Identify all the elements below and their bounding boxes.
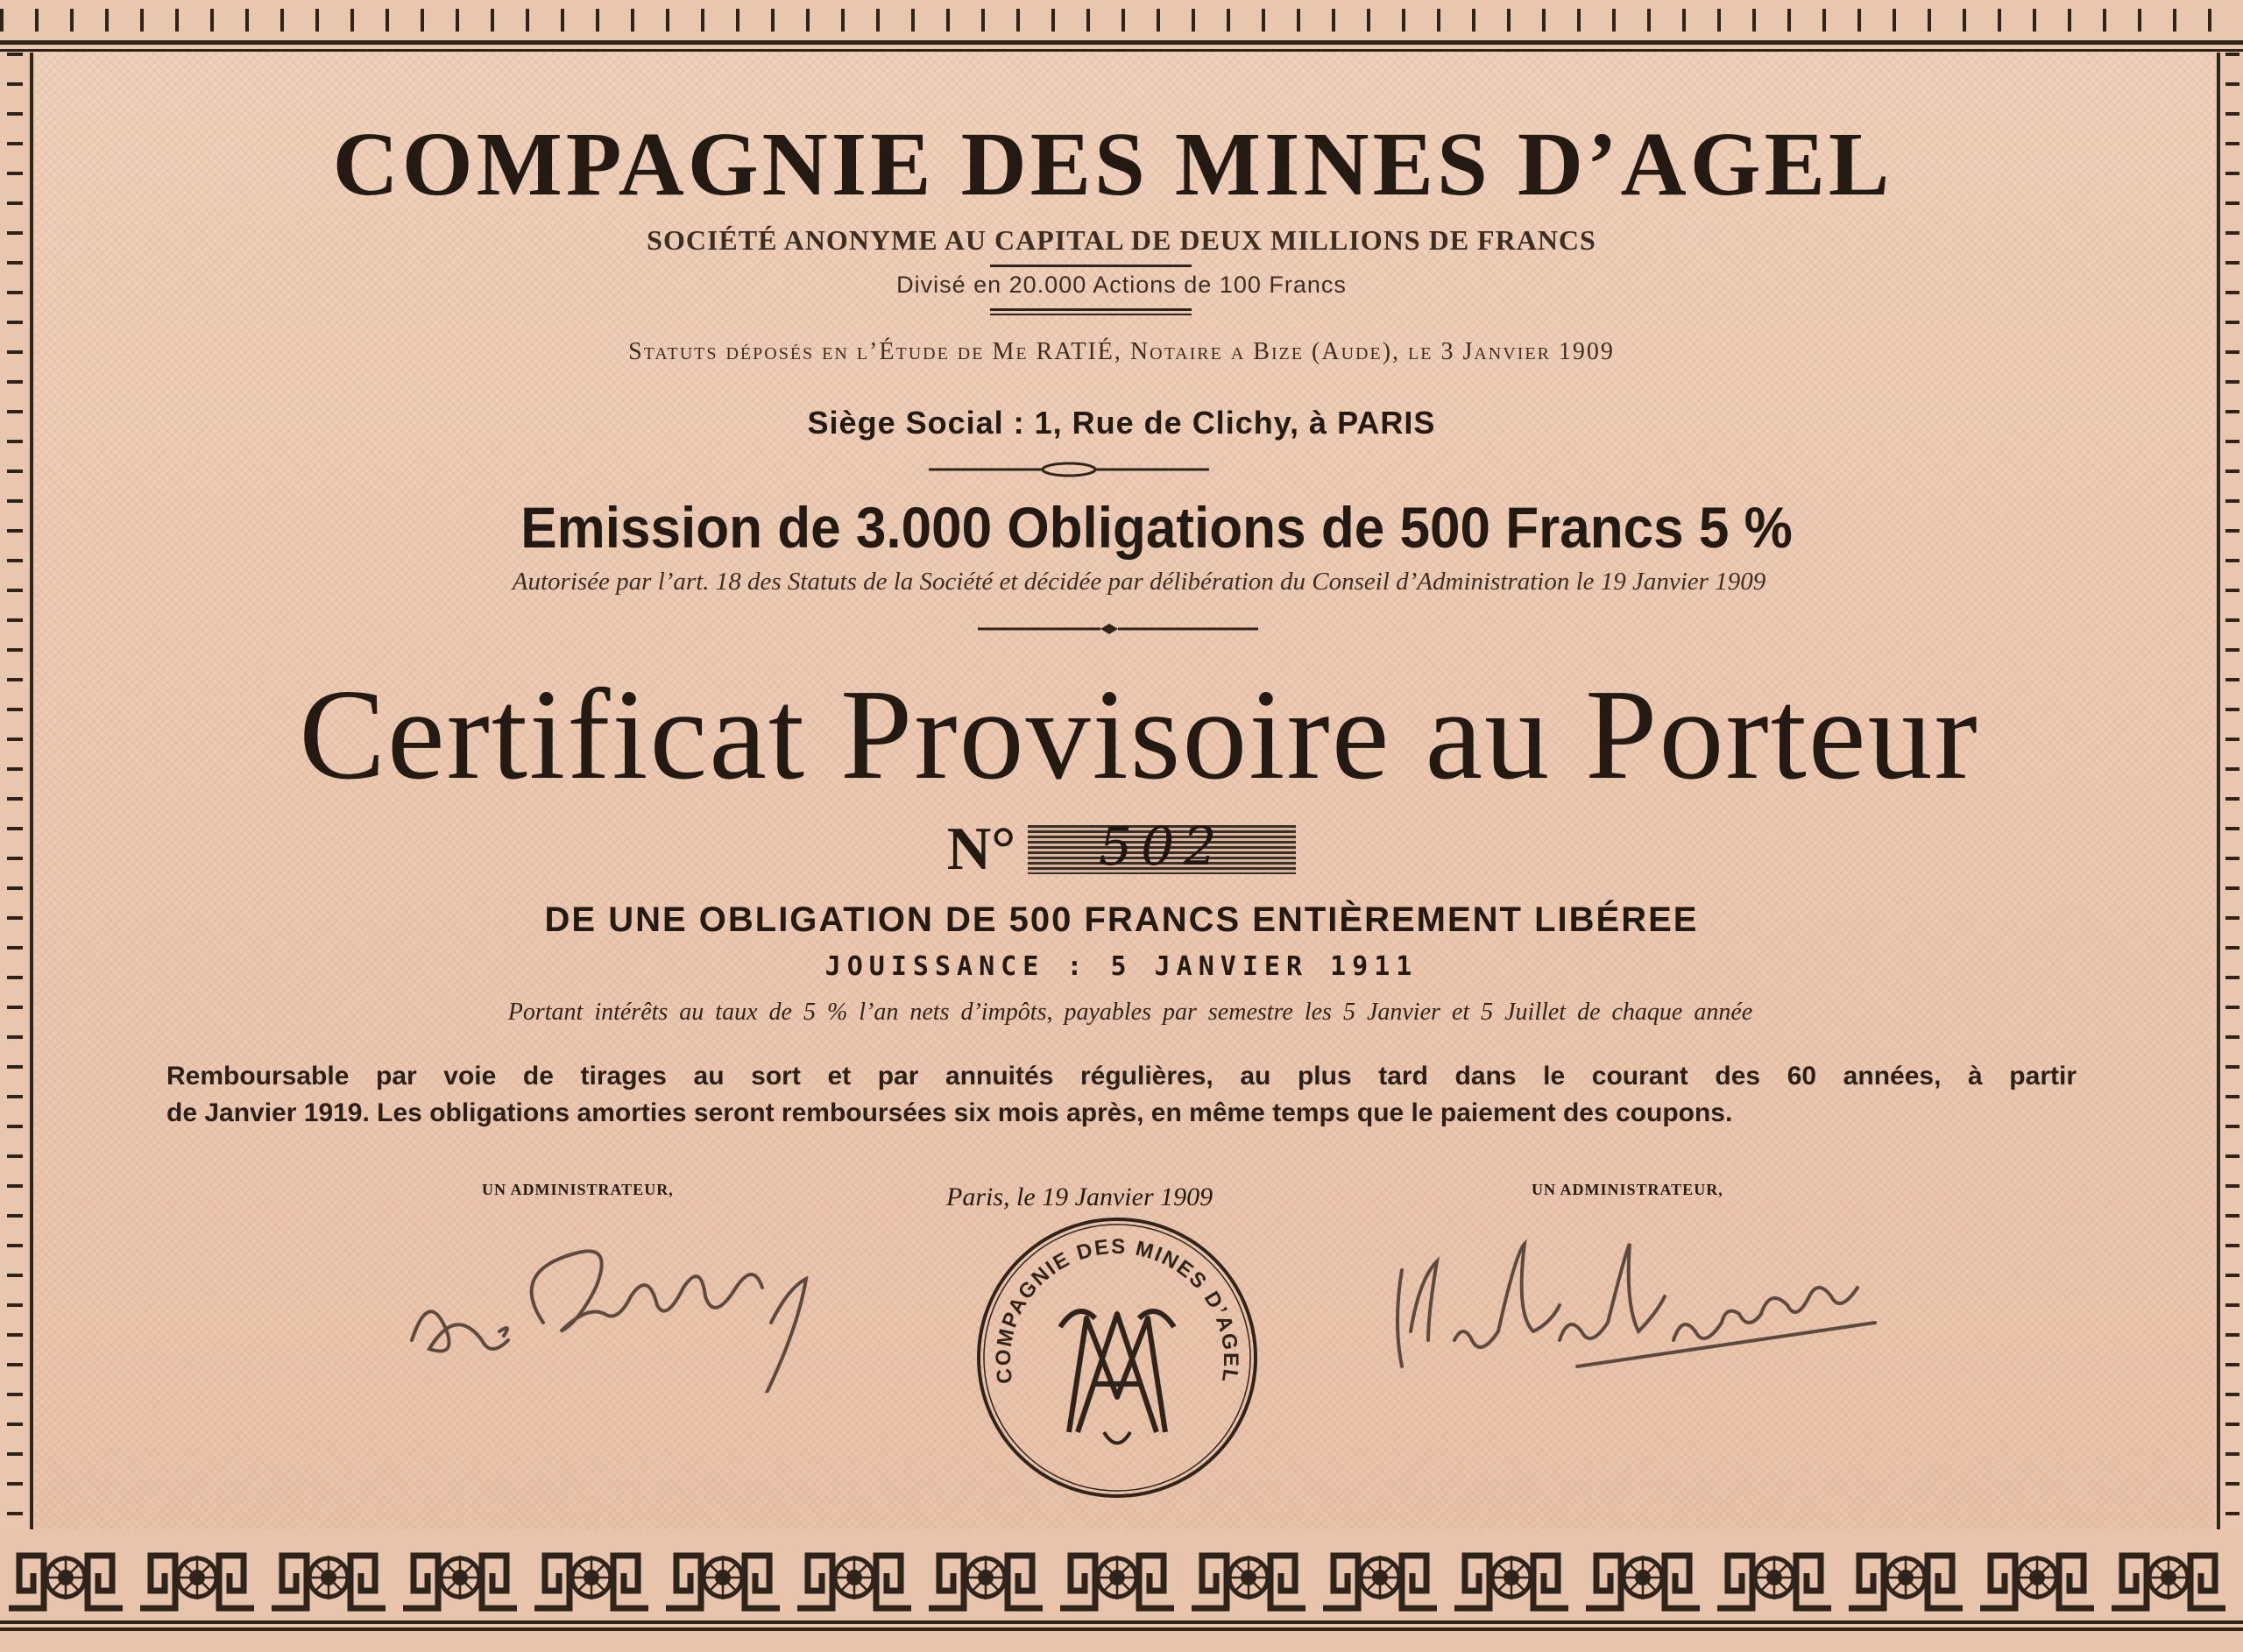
ornamental-border-top	[0, 0, 2243, 53]
company-seal	[973, 1213, 1262, 1502]
signature-left	[403, 1218, 841, 1393]
number-label: N°	[946, 815, 1016, 883]
seal-text: COMPAGNIE DES MINES D’AGEL	[991, 1234, 1243, 1386]
number-field	[1028, 816, 1296, 878]
ornament-divider-icon	[978, 620, 1258, 638]
greek-key-border-icon	[0, 1529, 2243, 1652]
place-and-date: Paris, le 19 Janvier 1909	[946, 1183, 1213, 1211]
divider-line	[990, 265, 1192, 267]
redemption-terms-line: Remboursable par voie de tirages au sort et par annuités régulières, au plus tard dans le courant des 60 années, à partir	[166, 1062, 2077, 1091]
ornament-divider-icon	[929, 461, 1209, 478]
monogram-icon	[1060, 1311, 1174, 1444]
divider-line	[990, 314, 1192, 315]
divider-line	[990, 308, 1192, 311]
shares-division: Divisé en 20.000 Actions de 100 Francs	[896, 272, 1347, 298]
jouissance-line: JOUISSANCE : 5 JANVIER 1911	[824, 951, 1419, 982]
obligation-line: DE UNE OBLIGATION DE 500 FRANCS ENTIÈREMENT LIBÉREE	[544, 900, 1699, 939]
number-value: 502	[1099, 816, 1226, 878]
certificate-title: Certificat Provisoire au Porteur	[299, 663, 1979, 807]
redemption-terms-line: de Janvier 1919. Les obligations amorties seront remboursées six mois après, en même temps que le paiement des coupons.	[166, 1098, 1733, 1127]
ornamental-border-bottom	[0, 1529, 2243, 1652]
statutes-notary: Statuts déposés en l’Étude de Me RATIÉ, Notaire a Bize (Aude), le 3 Janvier 1909	[628, 338, 1615, 365]
administrator-label-right: UN ADMINISTRATEUR,	[1532, 1181, 1723, 1198]
signature-right	[1384, 1209, 1945, 1384]
company-type-capital: SOCIÉTÉ ANONYME AU CAPITAL DE DEUX MILLIONS DE FRANCS	[647, 224, 1596, 256]
administrator-label-left: UN ADMINISTRATEUR,	[482, 1181, 674, 1198]
authorization-note: Autorisée par l’art. 18 des Statuts de la Société et décidée par délibération du Conseil d’Administration le 19 Janvier 1909	[512, 568, 1766, 596]
bond-issue-heading: Emission de 3.000 Obligations de 500 Francs 5 %	[520, 495, 1793, 560]
certificate-number-row	[0, 815, 2243, 885]
interest-terms: Portant intérêts au taux de 5 % l’an nets d’impôts, payables par semestre les 5 Janvier et 5 Juillet de chaque année	[507, 999, 1753, 1026]
redemption-terms	[166, 1058, 2077, 1132]
registered-office: Siège Social : 1, Rue de Clichy, à PARIS	[807, 405, 1436, 441]
company-name: COMPAGNIE DES MINES D’AGEL	[332, 114, 1893, 215]
